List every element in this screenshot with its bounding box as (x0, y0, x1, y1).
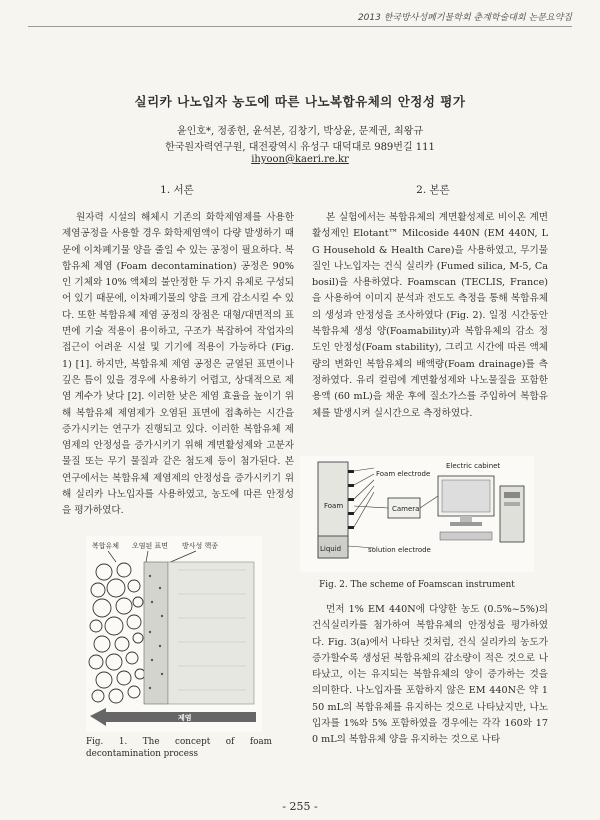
body-text-top (312, 210, 548, 442)
label-radioactive-nuclide: 방사성 핵종 (182, 542, 219, 550)
figure-2 (300, 456, 534, 572)
body-text-bottom (312, 602, 548, 782)
label-contaminated-surface: 오염된 표면 (132, 542, 169, 550)
intro-text (62, 210, 294, 532)
page-number: - 255 - (282, 800, 318, 813)
body-heading: 2. 본론 (416, 184, 450, 196)
conference-header: 2013 한국방사성폐기물학회 춘계학술대회 논문요약집 (357, 13, 572, 23)
foamscan-diagram (300, 456, 534, 572)
keyboard (440, 532, 492, 540)
contaminated-layer (144, 562, 168, 704)
paper-affiliation: 한국원자력연구원, 대전광역시 유성구 대덕대로 989번길 111 (165, 142, 435, 153)
label-solution-electrode: solution electrode (368, 546, 431, 554)
figure-2-caption: Fig. 2. The scheme of Foamscan instrument (319, 580, 515, 590)
intro-paragraph: 원자력 시설의 해체시 기존의 화학제염제를 사용한 제염공정을 사용할 경우 화학제염액이 다량 발생하기 때문에 이차폐기물 양을 줄일 수 있는 공정이 필요하다. 복합유체 제염 (Foam decontamination) 공정은 90%인 기체와 10% 액체의 불안정한 두 가지 유체로 구성되어 있기 때문에, 이차폐기물의 양을 크게 감소시킬 수 있다. 또한 복합유체 제염 공정의 장점은 대형/대면적의 표면에 기술 적용이 용이하고, 구조가 복잡하여 작업자의 접근이 어려운 시설 및 기기에 적용이 가능하다 (Fig. 1) [1]. 하지만, 복합유체 제염 공정은 균열된 표면이나 깊은 틈이 있을 경우에 사용하기 어렵고, 상대적으로 제염 계수가 낮다 [2]. 이러한 낮은 제염 효율을 높이기 위해 복합유체 제염제가 오염된 표면에 접촉하는 시간을 증가시키는 연구가 진행되고 있다. 이러한 복합유체 제염제의 안정성을 증가시키기 위해 계면활성제와 고분자 물질 또는 무기 물질과 같은 첨도제 등이 첨가된다. 본 연구에서는 복합유체 제염제의 안정성을 증가시키기 위해 실리카 나노입자를 사용하였고, 농도에 따른 안정성을 평가하였다. (62, 212, 294, 517)
body-paragraph-2: 먼저 1% EM 440N에 다양한 농도 (0.5%~5%)의 건식실리카를 첨가하여 복합유체의 안정성을 평가하였다. Fig. 3(a)에서 나타난 것처럼, 건식 실리카의 농도가 증가할수록 생성된 복합유체의 감소량이 적은 것으로 나타났고, 이는 유지되는 복합유체의 양이 증가하는 것을 의미한다. 나노입자를 포함하지 않은 EM 440N은 약 150 mL의 복합유체를 유지하는 것으로 나타났지만, 나노입자를 1%와 5% 포함하였을 경우에는 각각 160와 170 mL의 복합유체 양을 유지하는 것으로 나타 (312, 604, 548, 746)
foam-decontamination-diagram (86, 536, 262, 732)
figure-1 (86, 536, 262, 732)
label-foam-electrode: Foam electrode (376, 470, 431, 478)
label-decontamination: 제염 (178, 714, 192, 722)
figure-1-caption: Fig. 1. The concept of foam decontamination process (86, 737, 272, 759)
intro-heading: 1. 서론 (160, 184, 194, 196)
author-email: ihyoon@kaeri.re.kr (251, 154, 349, 165)
label-electric-cabinet: Electric cabinet (446, 462, 501, 470)
label-liquid: Liquid (320, 545, 342, 553)
substrate (168, 562, 254, 704)
label-foam-column: Foam (324, 502, 344, 510)
paper-title: 실리카 나노입자 농도에 따른 나노복합유체의 안정성 평가 (134, 94, 466, 109)
body-paragraph-1: 본 실험에서는 복합유체의 계면활성제로 비이온 계면활성제인 Elotant™ Milcoside 440N (EM 440N, LG Household & Health Care)을 사용하였고, 무기물질인 나노입자는 건식 실리카 (Fumed silica, M-5, Cabosil)을 사용하였다. Foamscan (TECLIS, France)을 사용하여 이미지 분석과 전도도 측정을 통해 복합유체의 생성과 안정성을 조사하였다 (Fig. 2). 일정 시간동안 복합유체 생성 양(Foamability)과 복합유체의 감소 정도인 안정성(Foam stability), 그리고 시간에 따른 액체량의 변화인 복합유체의 배액량(Foam drainage)를 측정하였다. 유리 컬럼에 계면활성제와 나노물질을 포함한 용액 (60 mL)을 채운 후에 질소가스를 주입하여 복합유체를 발생시켜 실시간으로 측정하였다. (312, 212, 548, 419)
label-foam: 복합유체 (92, 542, 120, 550)
paper-authors: 윤인호*, 정종헌, 윤석본, 김창기, 박상윤, 문제권, 최왕규 (176, 126, 423, 137)
header-rule (28, 26, 572, 27)
label-camera: Camera (392, 505, 420, 513)
